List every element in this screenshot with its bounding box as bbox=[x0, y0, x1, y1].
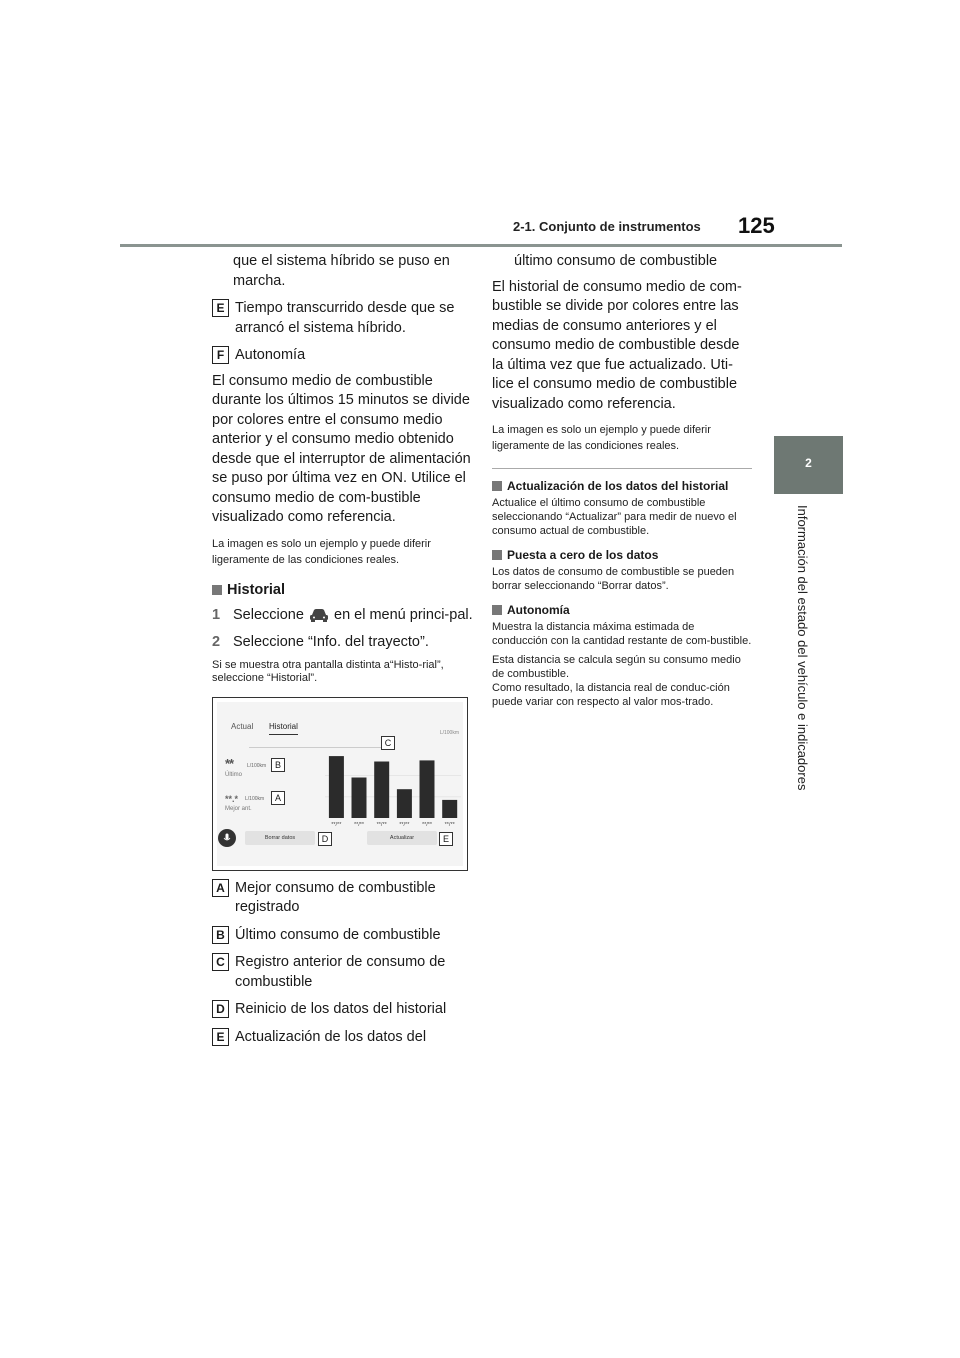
note: La imagen es solo un ejemplo y puede diferir ligeramente de las condiciones reales. bbox=[492, 424, 711, 452]
label-f-text: Autonomía bbox=[235, 347, 306, 363]
paragraph: Los datos de consumo de combustible se pueden borrar seleccionando “Borrar datos”. bbox=[492, 566, 735, 592]
step-number: 2 bbox=[212, 634, 221, 650]
callout-b: B bbox=[271, 758, 285, 772]
actualizar-button[interactable]: Actualizar bbox=[367, 831, 437, 845]
header-rule bbox=[120, 244, 842, 247]
best-value: **.* bbox=[225, 793, 239, 804]
step-number: 1 bbox=[212, 606, 221, 623]
tab-historial: Historial bbox=[269, 722, 298, 735]
history-bar-chart bbox=[325, 752, 461, 828]
bar-4 bbox=[420, 760, 435, 818]
legend-item-c: C Registro anterior de consumo de combustible bbox=[212, 953, 477, 992]
bar-3 bbox=[397, 789, 412, 818]
last-value: ** bbox=[225, 755, 234, 771]
best-unit: L/100km bbox=[245, 795, 265, 802]
screen-inner bbox=[217, 702, 463, 866]
legend-item-e: E Actualización de los datos del bbox=[212, 1028, 477, 1048]
history-screen-illustration bbox=[212, 697, 468, 871]
tick-label-2: **/** bbox=[376, 821, 387, 828]
bar-0 bbox=[329, 756, 344, 818]
legend-item-a: A Mejor consumo de combustible registrado bbox=[212, 879, 477, 918]
square-bullet-icon bbox=[492, 605, 502, 615]
section-title: 2-1. Conjunto de instrumentos bbox=[513, 219, 701, 234]
callout-a: A bbox=[271, 791, 285, 805]
paragraph: Muestra la distancia máxima estimada de conducción con la cantidad restante de com-bustible. bbox=[492, 621, 752, 647]
heading-historial: Historial bbox=[212, 582, 477, 598]
bar-5 bbox=[442, 799, 457, 817]
tab-actual: Actual bbox=[231, 721, 254, 731]
callout-e: E bbox=[439, 832, 453, 846]
chapter-number: 2 bbox=[805, 456, 812, 470]
continued-text: que el sistema híbrido se puso en marcha. bbox=[233, 253, 450, 289]
left-column bbox=[212, 252, 477, 1047]
voice-button[interactable] bbox=[218, 829, 236, 847]
legend-item-b: B Último consumo de combustible bbox=[212, 926, 477, 946]
square-bullet-icon bbox=[212, 585, 222, 595]
paragraph: El consumo medio de combustible durante los últimos 15 minutos se divide por colores entre el consumo medio anterior y el consumo medio obtenido desde que el interruptor de alimentación se puso por última vez en ON. Utilice el consumo medio de com-bustible visualizado como referencia. bbox=[212, 372, 471, 525]
label-e-text: Tiempo transcurrido desde que se arrancó el sistema híbrido. bbox=[235, 300, 455, 336]
tick-label-4: **/** bbox=[421, 821, 433, 828]
paragraph: El historial de consumo medio de com-bustible se divide por colores entre las medias de consumo anteriores y el consumo medio de combustible desde la última vez que fue actualizado. Uti-lice el consumo medio de combustible visualizado como referencia. bbox=[492, 278, 742, 412]
section-divider bbox=[492, 468, 752, 469]
step-1: 1 Seleccione en el menú princi-pal. bbox=[212, 606, 477, 626]
heading-autonomia: Autonomía bbox=[492, 603, 752, 617]
tab-divider bbox=[249, 747, 384, 748]
car-icon bbox=[308, 607, 330, 623]
last-unit: L/100km bbox=[247, 762, 267, 769]
heading-reset: Puesta a cero de los datos bbox=[492, 548, 752, 562]
tick-label-5: **/** bbox=[444, 821, 455, 828]
bar-1 bbox=[352, 777, 367, 818]
label-e bbox=[212, 299, 477, 338]
square-bullet-icon bbox=[492, 550, 502, 560]
tick-label-3: **/** bbox=[399, 821, 410, 828]
note: Si se muestra otra pantalla distinta a“Histo-rial”, seleccione “Historial”. bbox=[212, 658, 444, 684]
continued-text: último consumo de combustible bbox=[514, 253, 718, 269]
paragraph: Como resultado, la distancia real de conduc-ción puede variar con respecto al valor mos-trado. bbox=[492, 682, 730, 708]
badge-f: F bbox=[212, 346, 229, 364]
label-f bbox=[212, 346, 477, 366]
step-2: 2 Seleccione “Info. del trayecto”. bbox=[212, 633, 477, 653]
square-bullet-icon bbox=[492, 481, 502, 491]
tick-label-0: **/** bbox=[331, 821, 342, 828]
unit-label: L/100km bbox=[439, 729, 459, 736]
legend-item-d: D Reinicio de los datos del historial bbox=[212, 1000, 477, 1020]
microphone-icon bbox=[218, 829, 236, 847]
badge-e: E bbox=[212, 299, 229, 317]
callout-d: D bbox=[318, 832, 332, 846]
legend-items bbox=[212, 879, 477, 1048]
callout-c: C bbox=[381, 736, 395, 750]
heading-actualizacion: Actualización de los datos del historial bbox=[492, 479, 752, 493]
note: La imagen es solo un ejemplo y puede diferir ligeramente de las condiciones reales. bbox=[212, 537, 431, 566]
right-column bbox=[492, 252, 752, 709]
last-label: Último bbox=[225, 771, 243, 778]
page-number: 125 bbox=[738, 213, 775, 238]
paragraph: Actualice el último consumo de combustible seleccionando “Actualizar” para medir de nuevo el consumo actual de combustible. bbox=[492, 497, 737, 537]
best-label: Mejor ant. bbox=[225, 805, 252, 812]
borrar-datos-button[interactable]: Borrar datos bbox=[245, 831, 315, 845]
paragraph: Esta distancia se calcula según su consumo medio de combustible. bbox=[492, 654, 741, 680]
bar-2 bbox=[374, 761, 389, 818]
tick-label-1: **/** bbox=[353, 821, 365, 828]
chapter-title: Información del estado del vehículo e indicadores bbox=[795, 505, 810, 791]
